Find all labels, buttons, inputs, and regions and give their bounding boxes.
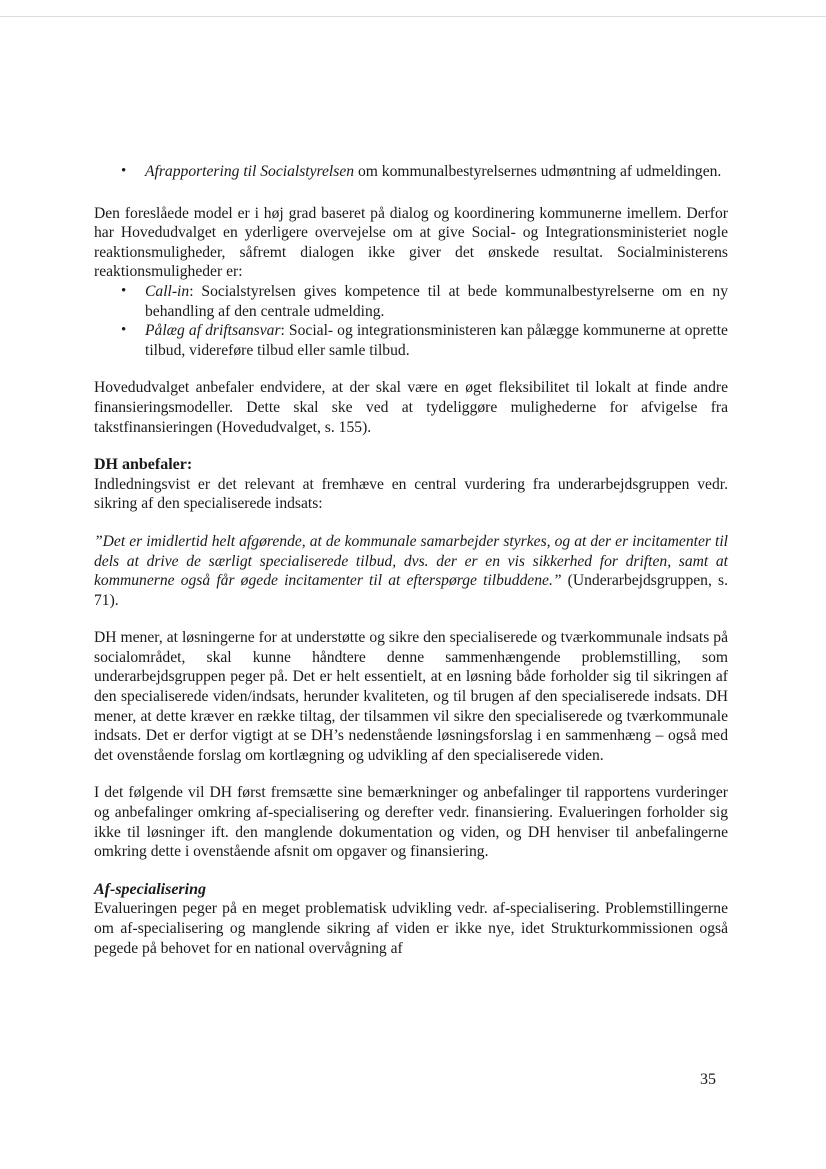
heading-dh-anbefaler: DH anbefaler: bbox=[94, 456, 193, 474]
quote-source: (Underarbejdsgruppen, s. 71). bbox=[94, 572, 728, 609]
paragraph-model: Den foreslåede model er i høj grad baseret på dialog og koordinering kommunerne imellem. Derfor har Hovedudvalget en yderligere overvejelse om at give Social- og Integrationsministeriet nogle reaktionsmuligheder, såfremt dialogen ikke giver det ønskede resultat. Socialministerens reaktionsmuligheder er: bbox=[94, 204, 728, 281]
paragraph-flexibility: Hovedudvalget anbefaler endvidere, at der skal være en øget fleksibilitet til lokalt at finde andre finansieringsmodeller. Dette skal ske ved at tydeliggøre mulighederne for afvigelse fra takstfinansieringen (Hovedudvalget, s. 155). bbox=[94, 379, 728, 436]
bullet-item-text: : Socialstyrelsen gives kompetence til at bede kommunalbestyrelserne om en ny behandling af den centrale udmelding. bbox=[145, 282, 728, 320]
scan-top-edge bbox=[0, 16, 826, 17]
document-body bbox=[94, 162, 728, 958]
bullet-icon: • bbox=[121, 322, 127, 339]
bullet-list-top bbox=[94, 162, 728, 182]
heading-af-specialisering: Af-specialisering bbox=[94, 880, 206, 898]
paragraph-intro: Indledningsvist er det relevant at fremhæve en central vurdering fra underarbejdsgruppen vedr. sikring af den specialiserede indsats: bbox=[94, 475, 728, 513]
paragraph-dh-mener: DH mener, at løsningerne for at understøtte og sikre den specialiserede og tværkommunale indsats på socialområdet, skal kunne håndtere denne sammenhængende problemstilling, som underarbejdsgruppen peger på. Det er helt essentielt, at en løsning både forholder sig til sikringen af den specialiserede viden/indsats, herunder kvaliteten, og til brugen af den specialiserede indsats. DH mener, at dette kræver en række tiltag, der tilsammen vil sikre den specialiserede og tværkommunale indsats. Det er derfor vigtigt at se DH’s nedenstående løsningsforslag i en sammenhæng – også med det ovenstående forslag om kortlægning og udvikling af den specialiserede viden. bbox=[94, 629, 728, 764]
quote-block bbox=[94, 532, 728, 610]
quote-text: ”Det er imidlertid helt afgørende, at de kommunale samarbejder styrkes, og at der er incitamenter til dels at drive de særligt specialiserede tilbud, dvs. der er en vis sikkerhed for driften, samt at kommunerne også får øgede incitamenter til at efterspørge tilbuddene.” bbox=[94, 532, 728, 590]
bullet-item-text: : Social- og integrationsministeren kan pålægge kommunerne at oprette tilbud, videreføre tilbud eller samle tilbud. bbox=[145, 322, 728, 359]
page-number: 35 bbox=[700, 1071, 716, 1088]
bullet-item-call-in bbox=[94, 282, 728, 321]
paragraph-evaluering: Evalueringen peger på en meget problematisk udvikling vedr. af-specialisering. Problemstillingerne om af-specialisering og manglende sikring af viden er ikke nye, idet Strukturkommissionen også pegede på behovet for en national overvågning af bbox=[94, 900, 728, 957]
bullet-item-paalaeg bbox=[94, 321, 728, 360]
bullet-item-term: Afrapportering til Socialstyrelsen bbox=[145, 163, 355, 180]
bullet-list-reactions bbox=[94, 282, 728, 360]
bullet-item-afrapportering bbox=[94, 162, 728, 182]
paragraph-foelgende: I det følgende vil DH først fremsætte sine bemærkninger og anbefalinger til rapportens vurderinger og anbefalinger omkring af-specialisering og derefter vedr. finansiering. Evalueringen forholder sig ikke til løsninger ift. den manglende dokumentation og viden, og DH henviser til anbefalingerne omkring dette i ovenstående afsnit om opgaver og finansiering. bbox=[94, 784, 728, 861]
bullet-item-term: Call-in bbox=[145, 282, 190, 300]
bullet-item-text: om kommunalbestyrelsernes udmøntning af udmeldingen. bbox=[354, 163, 722, 180]
bullet-icon: • bbox=[121, 163, 127, 179]
bullet-icon: • bbox=[121, 282, 127, 299]
bullet-item-term: Pålæg af driftsansvar bbox=[145, 322, 281, 340]
